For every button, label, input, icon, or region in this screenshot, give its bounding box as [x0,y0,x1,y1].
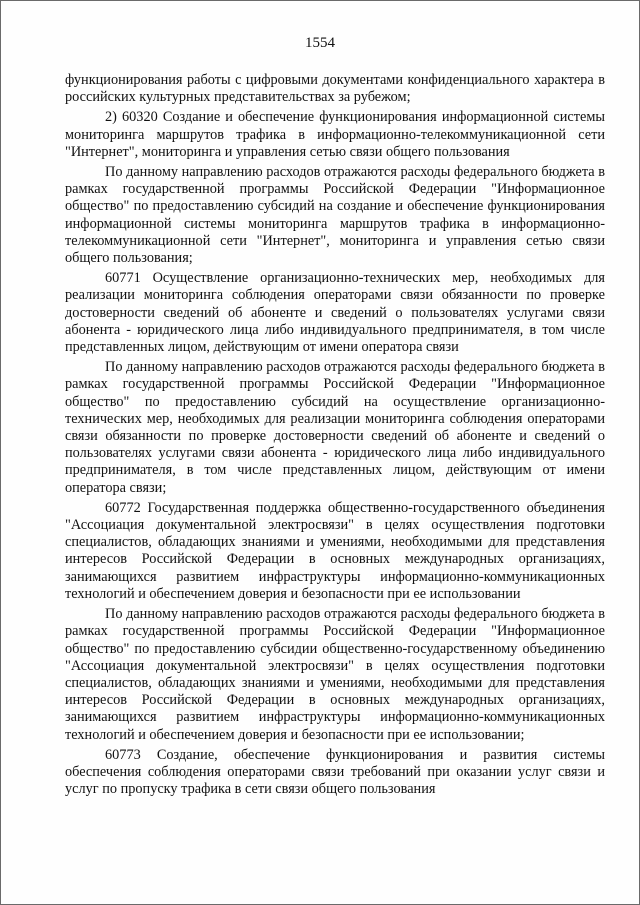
paragraph-item-60320: 2) 60320 Создание и обеспечение функционирования информационной системы мониторинга маршрутов трафика в информационно-телекоммуникационной сети "Интернет", мониторинга и управления сетью связи общего пользования [65,109,605,160]
paragraph-description-60771: По данному направлению расходов отражаются расходы федерального бюджета в рамках государственной программы Российской Федерации "Информационное общество" по предоставлению субсидий на осуществление организационно-технических мер, необходимых для реализации мониторинга соблюдения операторами связи обязанности по проверке достоверности сведений об абоненте и сведений о пользователях услугами связи абонента - юридического лица либо индивидуального предпринимателя, в том числе представленных лицом, действующим от имени оператора связи; [65,359,605,496]
paragraph-continuation: функционирования работы с цифровыми документами конфиденциального характера в российских культурных представительствах за рубежом; [65,72,605,106]
paragraph-item-60773: 60773 Создание, обеспечение функционирования и развития системы обеспечения соблюдения операторами связи требований при оказании услуг связи и услуг по пропуску трафика в сети связи общего пользования [65,746,605,798]
document-body [65,72,605,798]
paragraph-item-60772: 60772 Государственная поддержка общественно-государственного объединения "Ассоциация документальной электросвязи" в целях осуществления подготовки специалистов, обладающих знаниями и умениями, необходимыми для представления интересов Российской Федерации в основных международных организациях, занимающихся развитием инфраструктуры информационно-коммуникационных технологий и обеспечением доверия и безопасности при ее использовании [65,499,605,602]
paragraph-item-60771: 60771 Осуществление организационно-технических мер, необходимых для реализации мониторинга соблюдения операторами связи обязанности по проверке достоверности сведений об абоненте и сведений о пользователях услугами связи абонента - юридического лица либо индивидуального предпринимателя, в том числе представленных лицом, действующим от имени оператора связи [65,270,605,356]
paragraph-description-60772: По данному направлению расходов отражаются расходы федерального бюджета в рамках государственной программы Российской Федерации "Информационное общество" по предоставлению субсидии общественно-государственному объединению "Ассоциация документальной электросвязи" в целях осуществления подготовки специалистов, обладающих знаниями и умениями, необходимыми для представления интересов Российской Федерации в основных международных организациях, занимающихся развитием инфраструктуры информационно-коммуникационных технологий и обеспечением доверия и безопасности при ее использовании; [65,606,605,743]
page-number: 1554 [305,35,335,51]
paragraph-description-60320: По данному направлению расходов отражаются расходы федерального бюджета в рамках государственной программы Российской Федерации "Информационное общество" по предоставлению субсидий на создание и обеспечение функционирования информационной системы мониторинга маршрутов трафика в информационно-телекоммуникационной сети "Интернет", мониторинга и управления сетью связи общего пользования; [65,164,605,267]
